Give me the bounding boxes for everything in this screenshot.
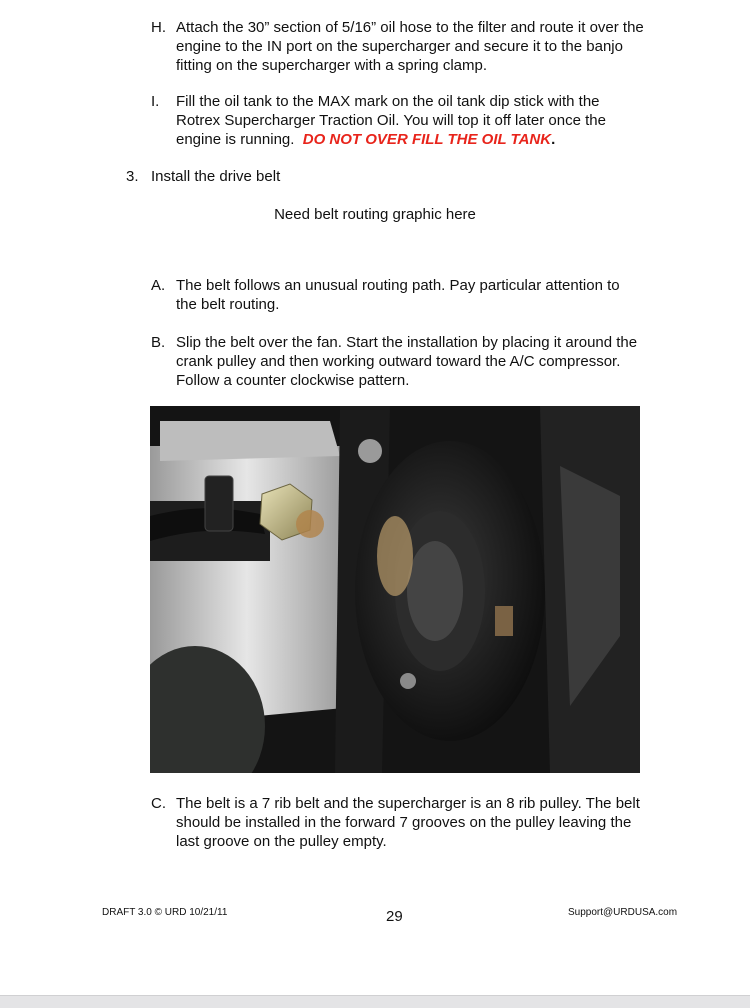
pulley-photo-illustration	[150, 406, 640, 773]
step-i-line-2: Rotrex Supercharger Traction Oil. You will top it off later once the	[176, 112, 606, 129]
pulley-photo	[150, 406, 640, 773]
step-i-line-3-text: engine is running.	[176, 131, 295, 148]
step-a-line-1: The belt follows an unusual routing path. Pay particular attention to	[176, 277, 620, 294]
warning-period: .	[551, 131, 556, 148]
step-h-line-2: engine to the IN port on the supercharger and secure it to the banjo	[176, 38, 623, 55]
step-c-marker: C.	[151, 795, 166, 812]
step-c-line-3: last groove on the pulley empty.	[176, 833, 387, 850]
step-h-line-1: Attach the 30” section of 5/16” oil hose to the filter and route it over the	[176, 19, 644, 36]
step-a-line-2: the belt routing.	[176, 296, 280, 313]
step-b-marker: B.	[151, 334, 166, 351]
footer-draft: DRAFT 3.0 © URD 10/21/11	[102, 907, 228, 918]
viewer-bottom-bar	[0, 995, 750, 1008]
step-a-marker: A.	[151, 277, 166, 294]
warning-text: DO NOT OVER FILL THE OIL TANK	[302, 131, 552, 148]
step-i-marker: I.	[151, 93, 160, 110]
step-h-line-3: fitting on the supercharger with a spring clamp.	[176, 57, 487, 74]
step-b-line-1: Slip the belt over the fan. Start the installation by placing it around the	[176, 334, 638, 351]
placeholder-note: Need belt routing graphic here	[274, 206, 476, 223]
step-c-line-1: The belt is a 7 rib belt and the supercharger is an 8 rib pulley. The belt	[176, 795, 640, 812]
step-h-marker: H.	[151, 19, 166, 36]
step-i-line-3	[176, 130, 606, 149]
step-3-text: Install the drive belt	[151, 168, 281, 185]
footer-email[interactable]: Support@URDUSA.com	[568, 907, 678, 918]
step-3-marker: 3.	[126, 168, 139, 185]
step-c-line-2: should be installed in the forward 7 grooves on the pulley leaving the	[176, 814, 632, 831]
step-b-line-3: Follow a counter clockwise pattern.	[176, 372, 410, 389]
page-number: 29	[386, 908, 403, 925]
step-b-line-2: crank pulley and then working outward toward the A/C compressor.	[176, 353, 621, 370]
step-i-line-1: Fill the oil tank to the MAX mark on the oil tank dip stick with the	[176, 93, 600, 110]
